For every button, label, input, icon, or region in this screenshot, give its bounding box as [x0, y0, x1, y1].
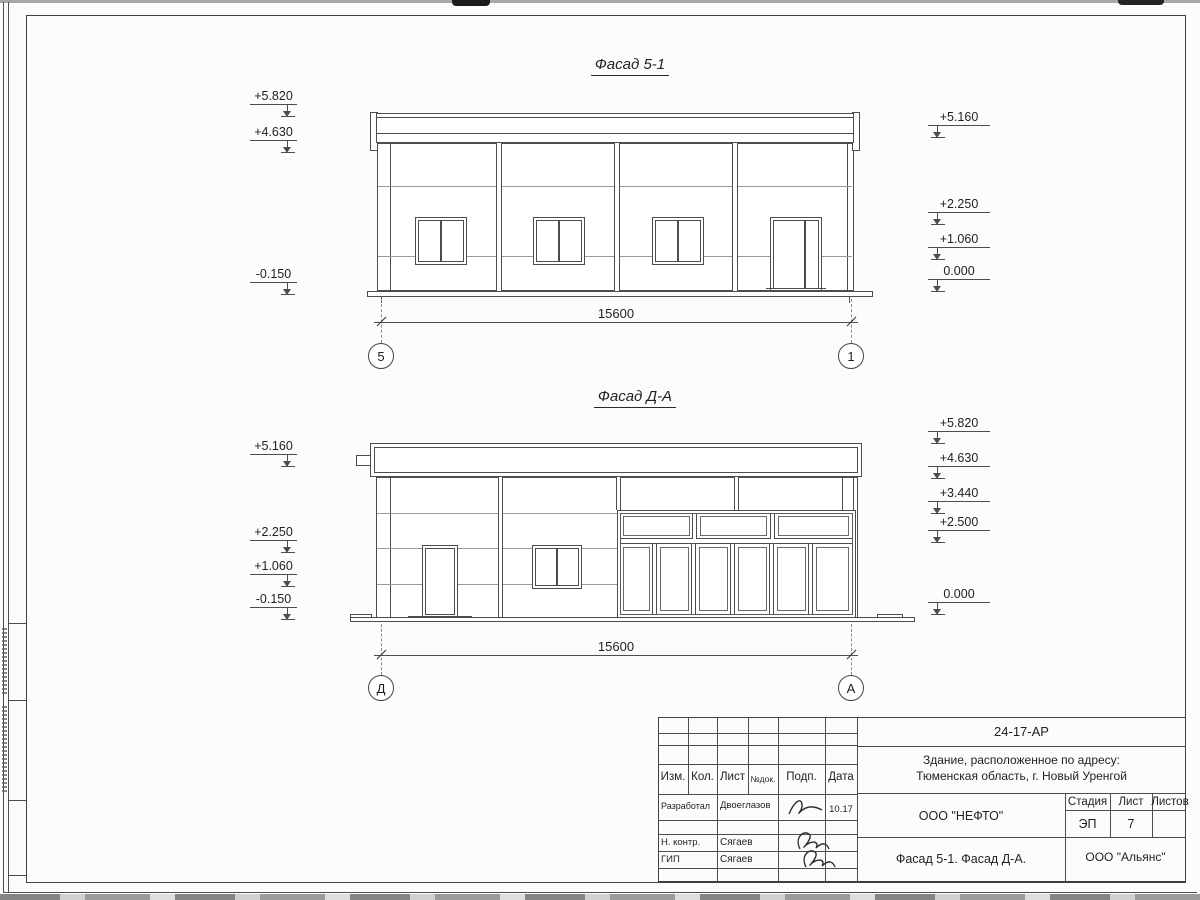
- facade1-parapet-line: [377, 117, 853, 118]
- titleblock-line: [857, 837, 1186, 838]
- facade2-axis-bubble: Д: [368, 675, 394, 701]
- storefront-pane: [816, 547, 849, 611]
- elevation-value: +5.820: [254, 89, 293, 103]
- elevation-arrow-icon: [931, 432, 945, 444]
- storefront-pane: [660, 547, 689, 611]
- facade2-axis-bubble: А: [838, 675, 864, 701]
- col-ndok: №док.: [750, 774, 776, 784]
- facade1-wall-inner-edge: [847, 143, 848, 291]
- elevation-mark: [250, 592, 297, 608]
- doc-number: 24-17-АР: [994, 724, 1049, 739]
- storefront-transom-pane: [778, 516, 849, 536]
- sheet-label: Лист: [1118, 796, 1144, 808]
- facade1-pilaster: [614, 143, 620, 291]
- elevation-mark: [928, 197, 990, 213]
- margin-box-line: [8, 623, 26, 624]
- elevation-mark: [250, 89, 297, 105]
- storefront-mullion: [652, 544, 657, 614]
- storefront-mullion: [808, 544, 813, 614]
- facade2-panel-joint: [377, 513, 617, 514]
- elevation-arrow-icon: [281, 283, 295, 295]
- storefront-transom-pane: [700, 516, 767, 536]
- facade2-dim-line: [374, 655, 858, 656]
- margin-column-line: [8, 2, 9, 892]
- col-data: Дата: [828, 771, 854, 783]
- facade2-base: [350, 617, 915, 622]
- contractor-name: ООО "Альянс": [1085, 850, 1166, 864]
- titleblock-line: [658, 745, 857, 746]
- stage-label: Стадия: [1067, 796, 1108, 808]
- elevation-arrow-icon: [281, 575, 295, 587]
- elevation-value: 0.000: [943, 264, 975, 278]
- elevation-value: +3.440: [939, 486, 979, 500]
- elevation-arrow-icon: [281, 541, 295, 553]
- elevation-value: -0.150: [255, 592, 292, 606]
- facade2-upper-joint: [842, 477, 843, 510]
- elevation-mark: [250, 267, 297, 283]
- elevation-arrow-icon: [281, 141, 295, 153]
- scan-smudge: [452, 0, 490, 6]
- titleblock-line: [717, 717, 718, 882]
- col-kol: Кол.: [691, 771, 714, 783]
- titleblock-line: [658, 820, 857, 821]
- margin-rotated-text: [2, 704, 7, 792]
- elevation-arrow-icon: [931, 248, 945, 260]
- outer-border-bottom: [3, 892, 1197, 893]
- sheet-value: 7: [1127, 817, 1135, 831]
- facade2-curb: [350, 614, 372, 618]
- elevation-arrow-icon: [931, 531, 945, 543]
- stage-value: ЭП: [1078, 817, 1097, 831]
- object-address-line1: Здание, расположенное по адресу:: [922, 753, 1121, 767]
- col-list: Лист: [720, 771, 745, 783]
- elevation-mark: [250, 439, 297, 455]
- facade1-base: [367, 291, 873, 297]
- facade2-dim-label: 15600: [597, 639, 635, 654]
- elevation-value: +1.060: [254, 559, 293, 573]
- facade1-axis-bubble: 5: [368, 343, 394, 369]
- facade1-door-threshold: [766, 288, 826, 289]
- row-role: ГИП: [661, 854, 680, 865]
- elevation-arrow-icon: [281, 105, 295, 117]
- sheets-label: Листов: [1151, 796, 1189, 808]
- margin-rotated-text: [2, 628, 7, 694]
- elevation-mark: [928, 232, 990, 248]
- facade2-title: [510, 388, 760, 405]
- margin-box-line: [8, 800, 26, 801]
- row-name: Двоеглазов: [720, 800, 771, 811]
- storefront-mullion: [769, 544, 774, 614]
- titleblock-line: [857, 793, 1186, 794]
- col-podp: Подп.: [786, 771, 817, 783]
- elevation-value: +4.630: [254, 125, 293, 139]
- signboard-inner: [374, 447, 858, 473]
- facade1-dim-label: 15600: [597, 306, 635, 321]
- elevation-arrow-icon: [931, 213, 945, 225]
- elevation-mark: [928, 264, 990, 280]
- facade1-dim-line: [374, 322, 858, 323]
- titleblock-line: [658, 794, 857, 795]
- drawing-title: Фасад 5-1. Фасад Д-А.: [895, 852, 1027, 866]
- facade1-foundation-stub: [849, 297, 850, 303]
- facade1-title: [505, 56, 755, 73]
- storefront-pane: [699, 547, 728, 611]
- scan-edge-top: [0, 0, 1200, 3]
- titleblock-line: [857, 746, 1186, 747]
- elevation-mark: [250, 525, 297, 541]
- facade1-parapet-line: [377, 133, 853, 134]
- titleblock-line: [778, 717, 779, 882]
- facade1-window-mullion: [440, 221, 442, 261]
- storefront-transom-pane: [623, 516, 690, 536]
- facade2-pilaster: [616, 477, 621, 510]
- elevation-value: +2.500: [939, 515, 979, 529]
- elevation-arrow-icon: [281, 455, 295, 467]
- storefront-transom-mullion: [692, 514, 697, 539]
- elevation-arrow-icon: [931, 280, 945, 292]
- elevation-value: +4.630: [939, 451, 979, 465]
- row-role: Н. контр.: [661, 837, 701, 848]
- storefront-pane: [738, 547, 767, 611]
- elevation-mark: [928, 515, 990, 531]
- elevation-mark: [928, 486, 990, 502]
- facade2-pilaster: [734, 477, 739, 510]
- titleblock-line: [658, 764, 857, 765]
- signature: [786, 797, 824, 819]
- elevation-value: +5.160: [254, 439, 293, 453]
- elevation-value: +2.250: [939, 197, 979, 211]
- storefront-mullion: [730, 544, 735, 614]
- elevation-value: +5.820: [939, 416, 979, 430]
- facade1-pilaster: [732, 143, 738, 291]
- row-role: Разработал: [661, 801, 710, 811]
- elevation-mark: [928, 416, 990, 432]
- facade2-door-frame: [425, 548, 455, 615]
- row-date: 10.17: [829, 804, 853, 815]
- elevation-value: +5.160: [939, 110, 979, 124]
- object-address-line2: Тюменская область, г. Новый Уренгой: [916, 769, 1127, 783]
- facade2-pilaster: [498, 477, 503, 618]
- facade1-door-frame: [773, 220, 819, 289]
- elevation-value: 0.000: [943, 587, 975, 601]
- signature: [798, 846, 838, 871]
- elevation-arrow-icon: [931, 467, 945, 479]
- titleblock-line: [1065, 810, 1186, 811]
- facade1-door-leaf-line: [804, 221, 806, 288]
- elevation-value: +1.060: [939, 232, 979, 246]
- facade1-window-mullion: [677, 221, 679, 261]
- facade1-window-mullion: [558, 221, 560, 261]
- facade1-wall-inner-edge: [390, 143, 391, 291]
- elevation-value: +2.250: [254, 525, 293, 539]
- row-name: Сягаев: [720, 854, 753, 865]
- company-name: ООО "НЕФТО": [918, 809, 1004, 823]
- scan-smudge: [1118, 0, 1164, 5]
- elevation-mark: [928, 110, 990, 126]
- elevation-mark: [928, 587, 990, 603]
- facade2-curb: [877, 614, 903, 618]
- row-name: Сягаев: [720, 837, 753, 848]
- scan-edge-bottom: [0, 894, 1200, 900]
- storefront-pane: [623, 547, 650, 611]
- storefront-transom-mullion: [770, 514, 775, 539]
- elevation-value: -0.150: [255, 267, 292, 281]
- elevation-mark: [928, 451, 990, 467]
- facade2-window-mullion: [556, 549, 558, 585]
- elevation-mark: [250, 125, 297, 141]
- facade1-title-text: Фасад 5-1: [591, 56, 669, 76]
- col-izm: Изм.: [660, 771, 686, 783]
- elevation-arrow-icon: [931, 126, 945, 138]
- elevation-arrow-icon: [281, 608, 295, 620]
- facade2-extension-line: [381, 624, 382, 675]
- facade2-extension-line: [851, 624, 852, 675]
- margin-box-line: [8, 700, 26, 701]
- facade1-pilaster: [496, 143, 502, 291]
- facade2-title-text: Фасад Д-А: [594, 388, 676, 408]
- titleblock-line: [658, 733, 857, 734]
- elevation-arrow-icon: [931, 603, 945, 615]
- facade1-axis-bubble: 1: [838, 343, 864, 369]
- elevation-arrow-icon: [931, 502, 945, 514]
- elevation-mark: [250, 559, 297, 575]
- storefront-pane: [777, 547, 806, 611]
- margin-box-line: [8, 875, 26, 876]
- storefront-mullion: [691, 544, 696, 614]
